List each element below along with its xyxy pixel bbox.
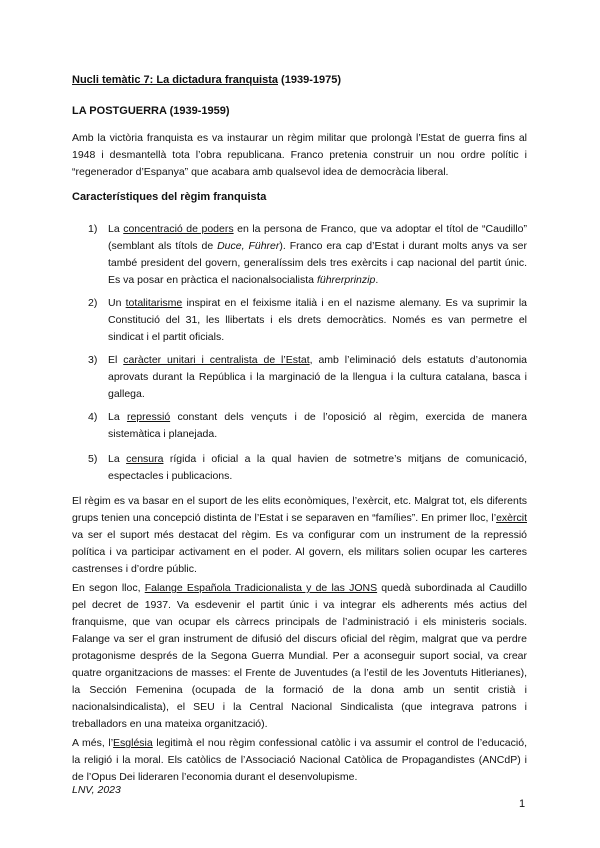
section-heading: LA POSTGUERRA (1939-1959) <box>72 105 230 117</box>
key-term: repressió <box>126 411 171 423</box>
footer-author: LNV, 2023 <box>72 784 121 796</box>
list-number: 4) <box>88 411 98 423</box>
paragraph-falange: En segon lloc, Falange Española Tradicionalista y de las JONS quedà subordinada al Caudillo pel decret de 1937. Va esdevenir el partit únic i va integrar els adherents més actius del franquisme, que van ocupar els càrrecs principals de l’administració i els ministeris socials. Falange va ser el gran instrument de difusió del discurs oficial del règim, malgrat que va perdre protagonisme després de la Segona Guerra Mundial. Per a aconseguir suport social, va crear quatre organitzacions de masses: el Frente de Juventudes (a l’estil de les Joventuts Hitlerianes), la Sección Femenina (ocupada de la formació de la dona amb un sentit cristià i nacionalsindicalista), el SEU i la Central Nacional Sindicalista (que integrava patrons i treballadors en una mateixa organització). <box>72 582 527 730</box>
list-number: 5) <box>88 453 98 465</box>
key-term: caràcter unitari i centralista de l’Estat <box>123 354 310 366</box>
paragraph-church: A més, l’Església legitimà el nou règim confessional catòlic i va assumir el control de l’educació, la religió i la moral. Els catòlics de l’Associació Nacional Catòlica de Propagandistes (ANCdP) i de l’Opus Dei lideraren l’economia durant el desenvolupisme. <box>72 737 527 783</box>
key-term: Falange Española Tradicionalista y de las JONS <box>144 582 378 594</box>
list-number: 1) <box>88 223 98 235</box>
key-term: censura <box>126 453 164 465</box>
key-term: totalitarisme <box>125 297 183 309</box>
key-term: concentració de poders <box>123 223 234 235</box>
characteristics-heading: Característiques del règim franquista <box>72 191 267 203</box>
title-dates: (1939-1975) <box>278 74 341 86</box>
list-text: La repressió constant dels vençuts i de l’oposició al règim, exercida de manera sistemàtica i planejada. <box>108 411 527 440</box>
list-text: Un totalitarisme inspirat en el feixisme italià i en el nazisme alemany. Es va suprimir la Constitució del 31, les llibertats i els drets democràtics. Només es van permetre el sindicat i el partit oficials. <box>108 297 527 343</box>
paragraph-army: El règim es va basar en el suport de les elits econòmiques, l’exèrcit, etc. Malgrat tot, els diferents grups tenien una concepció distinta de l’Estat i se separaven en “famílies”. En primer lloc, l’exèrcit va ser el suport més destacat del règim. Es va configurar com un instrument de la repressió política i va participar activament en el poder. Al govern, els militars solien ocupar les carteres castrenses i d’ordre públic. <box>72 495 527 575</box>
list-text: El caràcter unitari i centralista de l’Estat, amb l’eliminació dels estatuts d’autonomia aprovats durant la República i la marginació de la llengua i la cultura catalana, basca i gallega. <box>108 354 527 400</box>
document-title <box>72 72 527 89</box>
page-number: 1 <box>519 798 526 810</box>
list-text: La concentració de poders en la persona de Franco, que va adoptar el títol de “Caudillo” (semblant als títols de Duce, Führer). Franco era cap d’Estat i durant molts anys va ser també president del govern, generalíssim dels tres exèrcits i cap nacional del partit únic. Es va posar en pràctica el nacionalsocialista führerprinzip. <box>108 223 528 286</box>
list-number: 2) <box>88 297 98 309</box>
key-term: Església <box>113 737 153 749</box>
list-number: 3) <box>88 354 98 366</box>
title-main: Nucli temàtic 7: La dictadura franquista <box>72 74 278 86</box>
list-text: La censura rígida i oficial a la qual havien de sotmetre’s mitjans de comunicació, espectacles i publicacions. <box>108 453 527 482</box>
key-term: exèrcit <box>496 512 527 524</box>
intro-paragraph: Amb la victòria franquista es va instaurar un règim militar que prolongà l’Estat de guerra fins al 1948 i desmantellà tota l’obra republicana. Franco pretenia construir un nou ordre polític i “regenerador d’Espanya” que acabara amb qualsevol idea de democràcia liberal. <box>72 132 527 178</box>
